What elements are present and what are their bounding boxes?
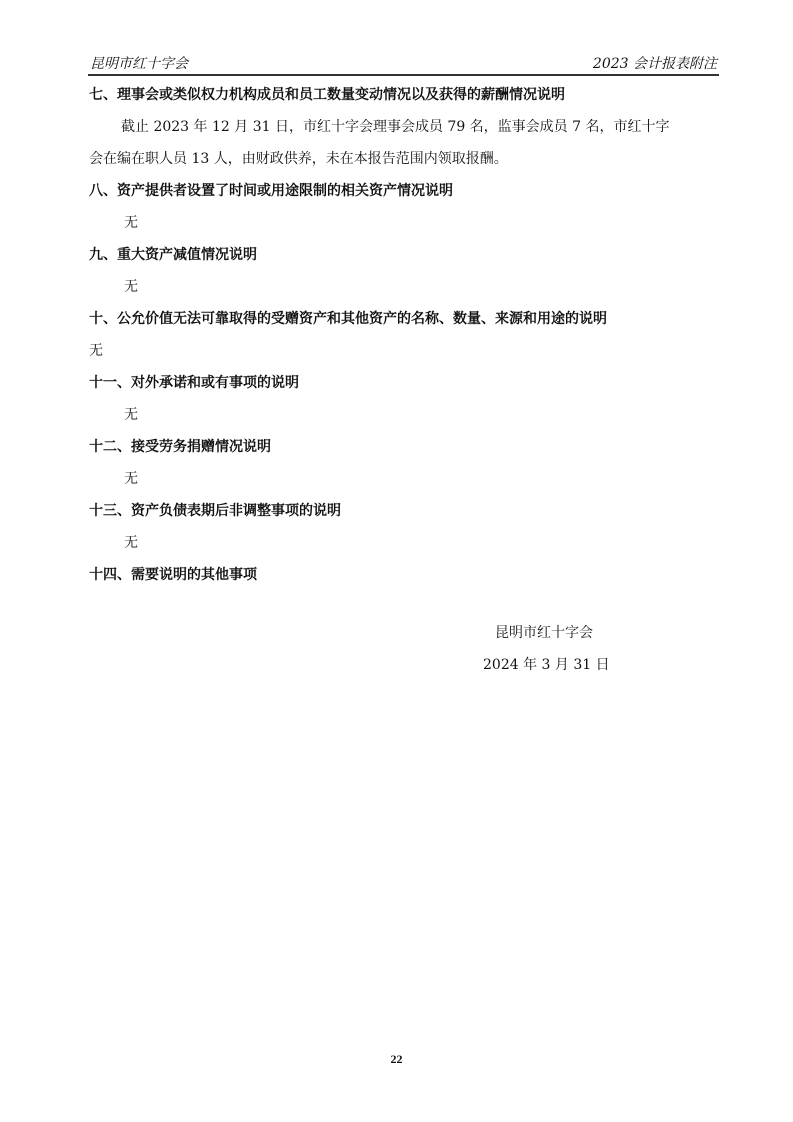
section-10-body: 无 (89, 343, 103, 359)
section-13-title: 十三、资产负债表期后非调整事项的说明 (89, 503, 341, 519)
section-13-body: 无 (124, 535, 138, 551)
section-7-title: 七、理事会或类似权力机构成员和员工数量变动情况以及获得的薪酬情况说明 (89, 87, 565, 103)
section-10-title: 十、公允价值无法可靠取得的受赠资产和其他资产的名称、数量、来源和用途的说明 (89, 311, 607, 327)
section-9-title: 九、重大资产减值情况说明 (89, 247, 257, 263)
section-8-body: 无 (124, 215, 138, 231)
section-8-title: 八、资产提供者设置了时间或用途限制的相关资产情况说明 (89, 183, 453, 199)
section-12-body: 无 (124, 471, 138, 487)
signature-date: 2024 年 3 月 31 日 (483, 657, 610, 673)
section-11-body: 无 (124, 407, 138, 423)
section-7-body-line-2: 会在编在职人员 13 人，由财政供养，未在本报告范围内领取报酬。 (89, 151, 508, 167)
page-header (88, 50, 719, 76)
header-org-name: 昆明市红十字会 (90, 56, 188, 72)
section-7-body-line-1: 截止 2023 年 12 月 31 日，市红十字会理事会成员 79 名，监事会成员 7 名，市红十字 (121, 119, 670, 135)
page-number: 22 (390, 1052, 403, 1066)
signature-org: 昆明市红十字会 (495, 625, 593, 641)
section-14-title: 十四、需要说明的其他事项 (89, 567, 257, 583)
section-9-body: 无 (124, 279, 138, 295)
header-report-title: 2023 会计报表附注 (592, 56, 717, 72)
section-12-title: 十二、接受劳务捐赠情况说明 (89, 439, 271, 455)
section-11-title: 十一、对外承诺和或有事项的说明 (89, 375, 299, 391)
